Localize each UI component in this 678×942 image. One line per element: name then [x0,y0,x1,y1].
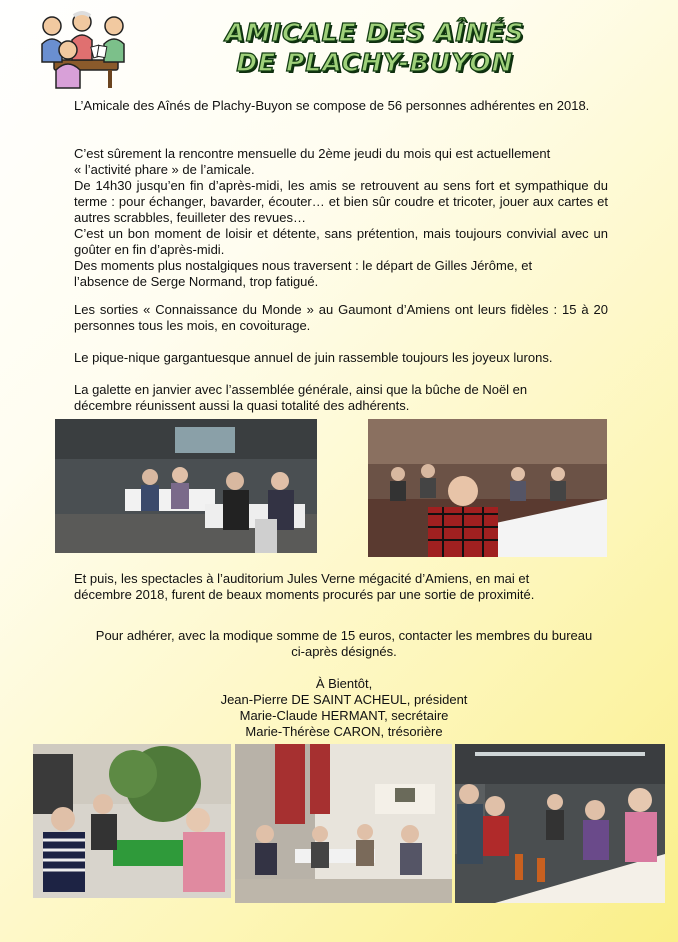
meeting-line-3: De 14h30 jusqu’en fin d’après-midi, les amis se retrouvent au sens fort et sympathique du terme : pour échanger, bavarder, écouter… et bien sûr coudre et tricoter, jouer aux cartes et autres scrabbles, feuilleter des revues… [74,178,608,225]
paragraph-members: L’Amicale des Aînés de Plachy-Buyon se compose de 56 personnes adhérentes en 2018. [74,98,590,113]
paragraph-shows [74,571,608,603]
paragraph-picnic: Le pique-nique gargantuesque annuel de juin rassemble toujours les joyeux lurons. [74,350,553,365]
meeting-line-4: C’est un bon moment de loisir et détente, sans prétention, mais toujours convivial avec un goûter en fin d’après-midi. [74,226,608,257]
meeting-line-5: Des moments plus nostalgiques nous traversent : le départ de Gilles Jérôme, et [74,258,533,273]
title-line-1: AMICALE DES AÎNÉS [225,18,525,47]
photo-community-room [235,744,452,903]
paragraph-monthly-meeting [74,146,608,290]
meeting-line-1: C’est sûrement la rencontre mensuelle du 2ème jeudi du mois qui est actuellement [74,146,551,161]
galette-line-1: La galette en janvier avec l’assemblée générale, ainsi que la bûche de Noël en [74,382,528,397]
membership-line-2: ci-après désignés. [291,644,397,659]
galette-line-2: décembre réunissent aussi la quasi totalité des adhérents. [74,398,410,413]
meeting-line-6: l’absence de Serge Normand, trop fatigué. [74,274,319,289]
page-title [140,18,610,78]
greeting: À Bientôt, [315,676,373,691]
photo-picnic [455,744,665,903]
signature-block [64,676,624,740]
photo-meeting-hall-1 [55,419,317,553]
photo-card-game [33,744,231,898]
treasurer-name: Marie-Thérèse CARON, trésorière [245,724,443,739]
membership-line-1: Pour adhérer, avec la modique somme de 15 euros, contacter les membres du bureau [95,628,593,643]
shows-line-2: décembre 2018, furent de beaux moments procurés par une sortie de proximité. [74,587,535,602]
meeting-line-2: « l’activité phare » de l’amicale. [74,162,255,177]
card-players-icon [34,10,134,90]
logo-card-players [34,10,134,90]
paragraph-membership [64,628,624,660]
president-name: Jean-Pierre DE SAINT ACHEUL, président [220,692,468,707]
paragraph-outings: Les sorties « Connaissance du Monde » au Gaumont d’Amiens ont leurs fidèles : 15 à 20 personnes tous les mois, en covoiturage. [74,302,608,333]
shows-line-1: Et puis, les spectacles à l’auditorium Jules Verne mégacité d’Amiens, en mai et [74,571,530,586]
photo-meeting-hall-2 [368,419,607,557]
paragraph-galette [74,382,608,414]
secretary-name: Marie-Claude HERMANT, secrétaire [239,708,449,723]
title-line-2: DE PLACHY-BUYON [236,48,514,77]
